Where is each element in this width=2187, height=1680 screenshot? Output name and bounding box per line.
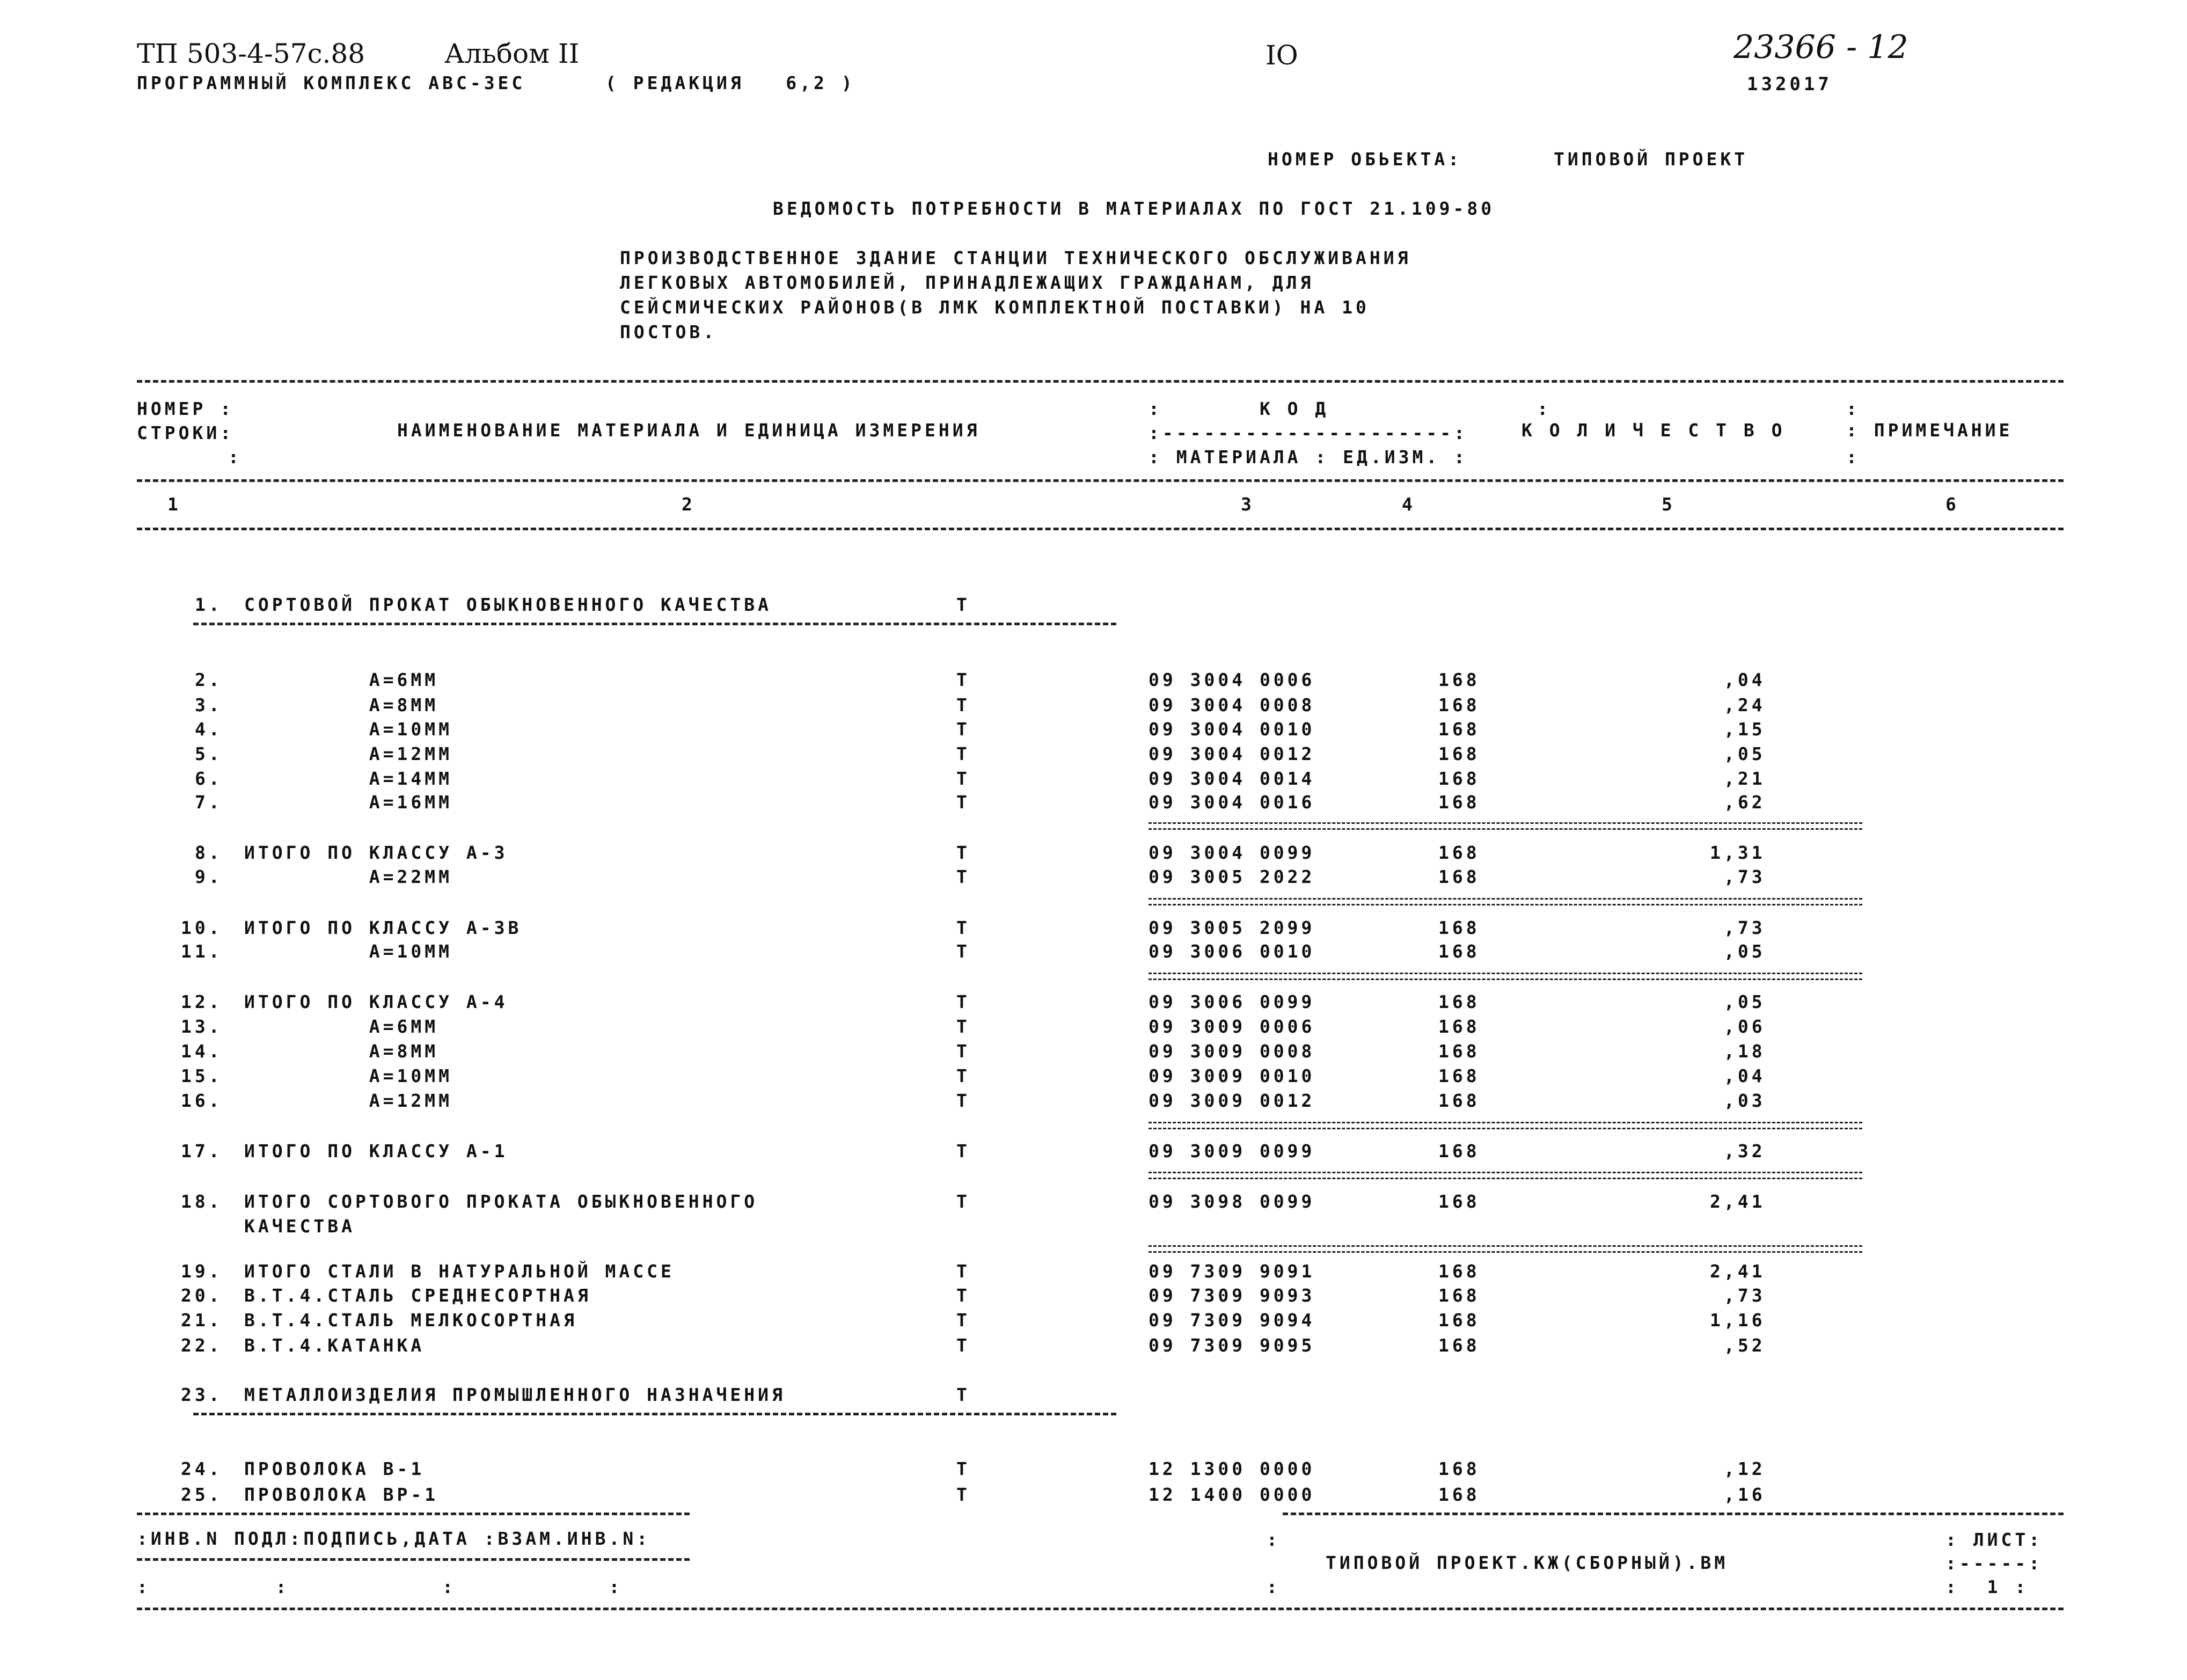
row-quantity: ,15 — [1724, 719, 1766, 740]
row-material-name: А=8ММ — [244, 695, 439, 715]
row-material-code: 09 3009 0010 — [1149, 1065, 1315, 1086]
row-unit-code: 168 — [1438, 1261, 1480, 1282]
row-unit: Т — [956, 719, 970, 740]
row-number: 10. — [181, 917, 223, 938]
handwritten-number: 23366 - 12 — [1733, 28, 1908, 66]
row-unit-code: 168 — [1438, 917, 1480, 938]
row-material-code: 09 3004 0006 — [1149, 669, 1315, 690]
software-label: ПРОГРАММНЫЙ КОМПЛЕКС АВС-3ЕС — [137, 72, 526, 93]
edition-label: ( РЕДАКЦИЯ 6,2 ) — [605, 72, 855, 93]
row-unit-code: 168 — [1438, 1016, 1480, 1037]
subtotal-rule — [1149, 1172, 1862, 1179]
row-material-code: 09 3006 0010 — [1149, 941, 1315, 962]
row-quantity: ,24 — [1724, 695, 1766, 715]
header-row-number: СТРОКИ: — [137, 422, 235, 443]
description-line: ЛЕГКОВЫХ АВТОМОБИЛЕЙ, ПРИНАДЛЕЖАЩИХ ГРАЖДАНАМ, ДЛЯ — [620, 272, 1314, 293]
document-title: ВЕДОМОСТЬ ПОТРЕБНОСТИ В МАТЕРИАЛАХ ПО ГОСТ 21.109-80 — [773, 198, 1495, 219]
header-note: : — [1846, 447, 1860, 468]
column-number: 5 — [1662, 494, 1676, 515]
row-number: 23. — [181, 1384, 223, 1405]
column-number: 6 — [1945, 494, 1959, 515]
document-code: ТП 503-4-57с.88 — [137, 38, 365, 69]
row-unit: Т — [956, 917, 970, 938]
row-material-name: В.Т.4.КАТАНКА — [244, 1335, 425, 1356]
row-quantity: ,12 — [1724, 1458, 1766, 1479]
footer-colon: : — [1267, 1576, 1281, 1597]
row-quantity: ,21 — [1724, 768, 1766, 789]
row-quantity: ,05 — [1724, 743, 1766, 764]
row-material-name: А=10ММ — [244, 719, 453, 740]
header-rule — [137, 479, 2064, 482]
subtotal-rule — [1149, 898, 1862, 905]
row-quantity: ,62 — [1724, 792, 1766, 813]
row-material-name: ИТОГО ПО КЛАССУ А-4 — [244, 991, 508, 1012]
footer-sheet-separator: :-----: — [1945, 1553, 2043, 1574]
object-value: ТИПОВОЙ ПРОЕКТ — [1554, 149, 1749, 170]
footer-rule — [137, 1558, 690, 1561]
row-unit: Т — [956, 1458, 970, 1479]
header-row-number: : — [228, 447, 242, 468]
row-unit-code: 168 — [1438, 669, 1480, 690]
footer-rule — [1283, 1513, 2064, 1515]
row-material-name: А=8ММ — [244, 1041, 439, 1062]
row-unit: Т — [956, 1041, 970, 1062]
row-material-code: 09 3009 0006 — [1149, 1016, 1315, 1037]
row-unit-code: 168 — [1438, 792, 1480, 813]
row-unit: Т — [956, 1384, 970, 1405]
description-line: ПОСТОВ. — [620, 322, 718, 342]
row-unit: Т — [956, 1191, 970, 1212]
row-material-name: ИТОГО ПО КЛАССУ А-1 — [244, 1141, 508, 1162]
row-unit: Т — [956, 1016, 970, 1037]
row-number: 4. — [195, 719, 223, 740]
row-quantity: ,05 — [1724, 941, 1766, 962]
row-unit: Т — [956, 1335, 970, 1356]
archive-code: 132017 — [1747, 74, 1832, 95]
object-label: НОМЕР ОБЬЕКТА: — [1268, 149, 1462, 170]
row-unit: Т — [956, 669, 970, 690]
row-material-code: 09 3098 0099 — [1149, 1191, 1315, 1212]
row-material-code: 09 3004 0012 — [1149, 743, 1315, 764]
row-material-name: КАЧЕСТВА — [244, 1216, 355, 1237]
row-material-code: 09 3004 0016 — [1149, 792, 1315, 813]
row-material-name: В.Т.4.СТАЛЬ МЕЛКОСОРТНАЯ — [244, 1310, 577, 1331]
subtotal-rule — [1149, 822, 1862, 830]
row-unit-code: 168 — [1438, 1141, 1480, 1162]
row-number: 15. — [181, 1065, 223, 1086]
row-number: 24. — [181, 1458, 223, 1479]
row-number: 14. — [181, 1041, 223, 1062]
section-rule — [193, 1413, 1116, 1415]
row-material-code: 09 3004 0099 — [1149, 842, 1315, 863]
row-unit-code: 168 — [1438, 1335, 1480, 1356]
row-quantity: ,04 — [1724, 1065, 1766, 1086]
row-unit-code: 168 — [1438, 991, 1480, 1012]
description-line: ПРОИЗВОДСТВЕННОЕ ЗДАНИЕ СТАНЦИИ ТЕХНИЧЕСКОГО ОБСЛУЖИВАНИЯ — [620, 247, 1411, 268]
row-number: 8. — [195, 842, 223, 863]
row-material-code: 09 3004 0010 — [1149, 719, 1315, 740]
row-material-code: 12 1400 0000 — [1149, 1484, 1315, 1505]
row-quantity: ,32 — [1724, 1141, 1766, 1162]
subtotal-rule — [1149, 973, 1862, 980]
row-quantity: 1,31 — [1710, 842, 1766, 863]
footer-bottom-rule — [137, 1608, 2064, 1610]
row-unit: Т — [956, 792, 970, 813]
row-unit: Т — [956, 768, 970, 789]
row-unit-code: 168 — [1438, 1458, 1480, 1479]
row-quantity: ,18 — [1724, 1041, 1766, 1062]
row-material-code: 09 3009 0008 — [1149, 1041, 1315, 1062]
row-quantity: ,73 — [1724, 866, 1766, 887]
header-row-number: НОМЕР : — [137, 398, 235, 419]
row-material-code: 12 1300 0000 — [1149, 1458, 1315, 1479]
row-number: 21. — [181, 1310, 223, 1331]
row-quantity: ,05 — [1724, 991, 1766, 1012]
row-quantity: 1,16 — [1710, 1310, 1766, 1331]
row-material-name: А=10ММ — [244, 1065, 453, 1086]
row-number: 1. — [195, 594, 223, 615]
header-material-name: НАИМЕНОВАНИЕ МАТЕРИАЛА И ЕДИНИЦА ИЗМЕРЕНИЯ — [397, 420, 981, 441]
row-material-name: ИТОГО ПО КЛАССУ А-3 — [244, 842, 508, 863]
row-material-code: 09 3005 2022 — [1149, 866, 1315, 887]
row-material-name: ИТОГО СОРТОВОГО ПРОКАТА ОБЫКНОВЕННОГО — [244, 1191, 758, 1212]
row-unit-code: 168 — [1438, 1285, 1480, 1306]
row-material-name: А=22ММ — [244, 866, 453, 887]
row-unit-code: 168 — [1438, 1310, 1480, 1331]
row-material-name: МЕТАЛЛОИЗДЕЛИЯ ПРОМЫШЛЕННОГО НАЗНАЧЕНИЯ — [244, 1384, 786, 1405]
footer-signature-cells: : : : : — [137, 1576, 623, 1597]
row-unit-code: 168 — [1438, 1041, 1480, 1062]
section-rule — [193, 623, 1116, 625]
row-number: 19. — [181, 1261, 223, 1282]
row-unit: Т — [956, 941, 970, 962]
row-material-name: А=14ММ — [244, 768, 453, 789]
footer-signature-header: :ИНВ.N ПОДЛ:ПОДПИСЬ,ДАТА :ВЗАМ.ИНВ.N: — [137, 1528, 651, 1549]
row-unit-code: 168 — [1438, 1090, 1480, 1111]
row-unit-code: 168 — [1438, 768, 1480, 789]
row-number: 6. — [195, 768, 223, 789]
row-unit: Т — [956, 1285, 970, 1306]
album-label: Альбом II — [444, 38, 580, 69]
row-material-code: 09 7309 9094 — [1149, 1310, 1315, 1331]
footer-colon: : — [1267, 1529, 1281, 1550]
column-number: 1 — [167, 494, 181, 515]
row-material-name: ПРОВОЛОКА В-1 — [244, 1458, 425, 1479]
header-code: :---------------------: — [1149, 422, 1468, 443]
row-quantity: ,06 — [1724, 1016, 1766, 1037]
row-material-name: А=12ММ — [244, 1090, 453, 1111]
row-quantity: ,16 — [1724, 1484, 1766, 1505]
footer-sheet-label: : ЛИСТ: — [1945, 1529, 2043, 1550]
header-code: : МАТЕРИАЛА : ЕД.ИЗМ. : — [1149, 447, 1468, 468]
table-top-rule — [137, 380, 2064, 383]
column-number: 2 — [682, 494, 696, 515]
row-quantity: 2,41 — [1710, 1261, 1766, 1282]
row-number: 13. — [181, 1016, 223, 1037]
header-note: : — [1846, 398, 1860, 419]
header-bottom-rule — [137, 528, 2064, 530]
row-number: 11. — [181, 941, 223, 962]
footer-document-name: ТИПОВОЙ ПРОЕКТ.КЖ(СБОРНЫЙ).ВМ — [1326, 1552, 1729, 1573]
row-number: 3. — [195, 695, 223, 715]
row-material-name: А=6ММ — [244, 1016, 439, 1037]
row-material-code: 09 7309 9091 — [1149, 1261, 1315, 1282]
row-unit: Т — [956, 842, 970, 863]
row-material-code: 09 3004 0014 — [1149, 768, 1315, 789]
row-number: 25. — [181, 1484, 223, 1505]
row-quantity: 2,41 — [1710, 1191, 1766, 1212]
row-number: 20. — [181, 1285, 223, 1306]
row-unit: Т — [956, 991, 970, 1012]
row-unit: Т — [956, 1310, 970, 1331]
row-material-name: ИТОГО СТАЛИ В НАТУРАЛЬНОЙ МАССЕ — [244, 1261, 675, 1282]
row-material-name: А=16ММ — [244, 792, 453, 813]
row-unit-code: 168 — [1438, 719, 1480, 740]
footer-rule — [137, 1513, 690, 1515]
row-material-name: В.Т.4.СТАЛЬ СРЕДНЕСОРТНАЯ — [244, 1285, 591, 1306]
row-material-code: 09 3004 0008 — [1149, 695, 1315, 715]
row-number: 22. — [181, 1335, 223, 1356]
row-unit: Т — [956, 695, 970, 715]
row-number: 12. — [181, 991, 223, 1012]
row-unit-code: 168 — [1438, 866, 1480, 887]
header-note: : ПРИМЕЧАНИЕ — [1846, 420, 2013, 441]
page-number: IO — [1266, 40, 1298, 71]
row-material-code: 09 7309 9093 — [1149, 1285, 1315, 1306]
row-material-name: ПРОВОЛОКА ВР-1 — [244, 1484, 439, 1505]
row-quantity: ,73 — [1724, 917, 1766, 938]
row-unit: Т — [956, 1261, 970, 1282]
row-unit-code: 168 — [1438, 695, 1480, 715]
row-unit: Т — [956, 1090, 970, 1111]
row-material-name: ИТОГО ПО КЛАССУ А-3В — [244, 917, 522, 938]
header-code: : К О Д : — [1149, 398, 1552, 419]
row-material-name: А=10ММ — [244, 941, 453, 962]
row-material-code: 09 3005 2099 — [1149, 917, 1315, 938]
row-quantity: ,04 — [1724, 669, 1766, 690]
row-number: 16. — [181, 1090, 223, 1111]
row-material-code: 09 3006 0099 — [1149, 991, 1315, 1012]
column-number: 3 — [1241, 494, 1255, 515]
row-unit: Т — [956, 1065, 970, 1086]
row-material-code: 09 3009 0099 — [1149, 1141, 1315, 1162]
row-unit: Т — [956, 594, 970, 615]
row-number: 5. — [195, 743, 223, 764]
row-number: 17. — [181, 1141, 223, 1162]
row-unit: Т — [956, 866, 970, 887]
row-unit-code: 168 — [1438, 842, 1480, 863]
subtotal-rule — [1149, 1245, 1862, 1253]
row-number: 9. — [195, 866, 223, 887]
row-unit-code: 168 — [1438, 743, 1480, 764]
row-material-name: А=12ММ — [244, 743, 453, 764]
row-unit: Т — [956, 1484, 970, 1505]
row-number: 7. — [195, 792, 223, 813]
row-unit-code: 168 — [1438, 941, 1480, 962]
row-unit-code: 168 — [1438, 1484, 1480, 1505]
row-unit: Т — [956, 743, 970, 764]
column-number: 4 — [1402, 494, 1416, 515]
row-unit-code: 168 — [1438, 1065, 1480, 1086]
header-quantity: К О Л И Ч Е С Т В О — [1522, 420, 1786, 441]
row-unit: Т — [956, 1141, 970, 1162]
description-line: СЕЙСМИЧЕСКИХ РАЙОНОВ(В ЛМК КОМПЛЕКТНОЙ ПОСТАВКИ) НА 10 — [620, 297, 1370, 318]
row-unit-code: 168 — [1438, 1191, 1480, 1212]
row-quantity: ,03 — [1724, 1090, 1766, 1111]
row-number: 18. — [181, 1191, 223, 1212]
row-number: 2. — [195, 669, 223, 690]
subtotal-rule — [1149, 1122, 1862, 1129]
row-material-code: 09 3009 0012 — [1149, 1090, 1315, 1111]
row-quantity: ,73 — [1724, 1285, 1766, 1306]
row-material-name: СОРТОВОЙ ПРОКАТ ОБЫКНОВЕННОГО КАЧЕСТВА — [244, 594, 772, 615]
footer-sheet-number: : 1 : — [1945, 1576, 2029, 1597]
row-quantity: ,52 — [1724, 1335, 1766, 1356]
row-material-name: А=6ММ — [244, 669, 439, 690]
row-material-code: 09 7309 9095 — [1149, 1335, 1315, 1356]
